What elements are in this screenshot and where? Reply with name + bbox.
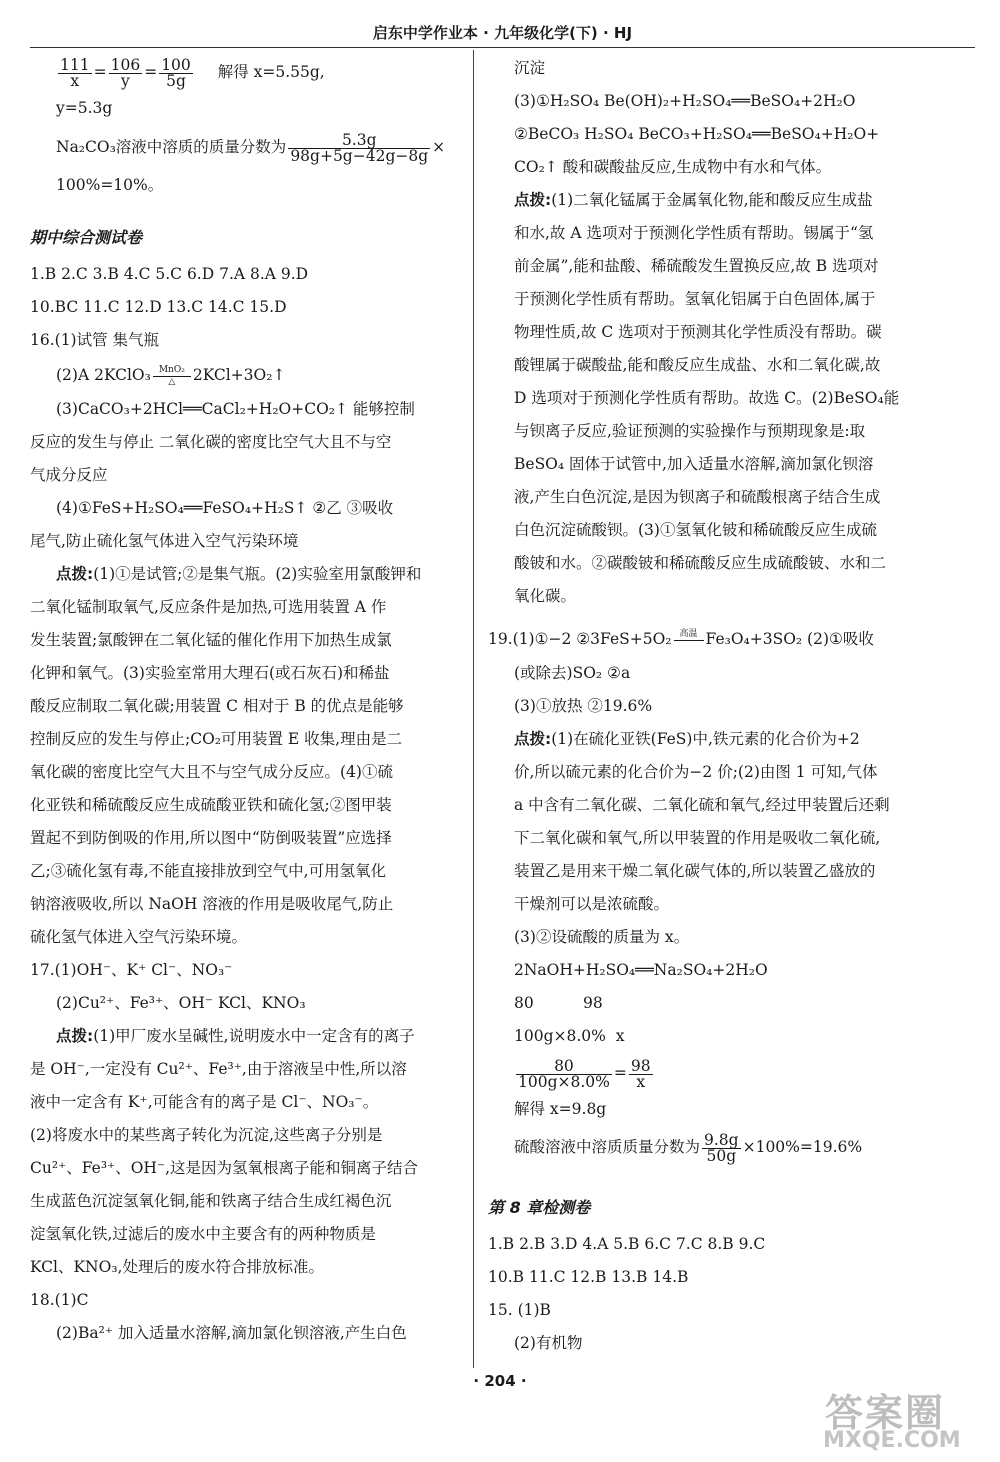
question-line: 15. (1)B <box>488 1301 551 1319</box>
question-line: 16.(1)试管 集气瓶 <box>30 331 160 349</box>
fraction: $\frac{111}{x}$ <box>60 55 90 90</box>
text-line: CO₂↑ 酸和碳酸盐反应,生成物中有水和气体。 <box>514 158 832 176</box>
tip-line: 点拨:(1)甲厂废水呈碱性,说明废水中一定含有的离子 <box>56 1027 415 1045</box>
tip-label: 点拨: <box>56 565 94 583</box>
question-line: 19.(1)①−2 ②3FeS+5O₂ 高温 Fe₃O₄+3SO₂ (2)①吸收 <box>488 621 940 657</box>
text-line: (2)Cu²⁺、Fe³⁺、OH⁻ KCl、KNO₃ <box>56 994 306 1012</box>
tip-label: 点拨: <box>56 1027 94 1045</box>
text-line: 硫酸溶液中溶质质量分数为 $\frac{9.8g}{50g}$ ×100%=19.6% <box>514 1130 863 1165</box>
fraction-line-1: $\frac{111}{x}$ = $\frac{106}{y}$ = $\frac{100}{5g}$ 解得 x=5.55g, <box>60 55 325 90</box>
section-heading: 第 8 章检测卷 <box>488 1198 591 1217</box>
text-line: (4)①FeS+H₂SO₄══FeSO₄+H₂S↑ ②乙 ③吸收 <box>56 499 394 517</box>
text-line: (3)①放热 ②19.6% <box>514 697 653 715</box>
text-line: (3)CaCO₃+2HCl══CaCl₂+H₂O+CO₂↑ 能够控制 <box>56 400 415 418</box>
text-line: 控制反应的发生与停止;CO₂可用装置 E 收集,理由是二 <box>30 730 403 748</box>
text-line: (3)②设硫酸的质量为 x。 <box>514 928 690 946</box>
text-line: 与钡离子反应,验证预测的实验操作与预期现象是:取 <box>514 422 866 440</box>
text-line: 乙;③硫化氢有毒,不能直接排放到空气中,可用氢氧化 <box>30 862 387 880</box>
column-divider <box>473 50 474 1368</box>
reaction-condition: MnO₂ △ <box>153 365 191 388</box>
text-line: 硫化氢气体进入空气污染环境。 <box>30 928 248 946</box>
text-line: (2)将废水中的某些离子转化为沉淀,这些离子分别是 <box>30 1126 383 1144</box>
text-line: 和水,故 A 选项对于预测化学性质有帮助。锡属于“氢 <box>514 224 874 242</box>
text-line: 置起不到防倒吸的作用,所以图中“防倒吸装置”应选择 <box>30 829 392 847</box>
text-line: 下二氧化碳和氧气,所以甲装置的作用是吸收二氧化硫, <box>514 829 881 847</box>
text-line: Cu²⁺、Fe³⁺、OH⁻,这是因为氢氧根离子能和铜离子结合 <box>30 1159 419 1177</box>
text-line: BeSO₄ 固体于试管中,加入适量水溶解,滴加氯化钡溶 <box>514 455 874 473</box>
answer-row: 10.BC 11.C 12.D 13.C 14.C 15.D <box>30 298 287 316</box>
tip-label: 点拨: <box>514 730 552 748</box>
answer-row: 1.B 2.C 3.B 4.C 5.C 6.D 7.A 8.A 9.D <box>30 265 309 283</box>
text-line: Na₂CO₃溶液中溶质的质量分数为 $\frac{5.3g}{98g+5g-42g-8g}$ × <box>56 130 446 165</box>
text-line: 二氧化锰制取氧气,反应条件是加热,可选用装置 A 作 <box>30 598 387 616</box>
text-line: 酸铍和水。②碳酸铍和稀硫酸反应生成硫酸铍、水和二 <box>514 554 887 572</box>
text-line: 酸反应制取二氧化碳;用装置 C 相对于 B 的优点是能够 <box>30 697 404 715</box>
text-line: 沉淀 <box>514 59 546 77</box>
tip-line: 点拨:(1)二氧化锰属于金属氧化物,能和酸反应生成盐 <box>514 191 873 209</box>
text-line: 于预测化学性质有帮助。氢氧化铝属于白色固体,属于 <box>514 290 876 308</box>
text-line: 生成蓝色沉淀氢氧化铜,能和铁离子结合生成红褐色沉 <box>30 1192 392 1210</box>
text-line: 是 OH⁻,一定没有 Cu²⁺、Fe³⁺,由于溶液呈中性,所以溶 <box>30 1060 407 1078</box>
text-line: (2)有机物 <box>514 1334 583 1352</box>
question-line: 17.(1)OH⁻、K⁺ Cl⁻、NO₃⁻ <box>30 961 233 979</box>
text-line: 反应的发生与停止 二氧化碳的密度比空气大且不与空 <box>30 433 392 451</box>
text-line: 尾气,防止硫化氢气体进入空气污染环境 <box>30 532 299 550</box>
fraction: $\frac{9.8g}{50g}$ <box>704 1130 739 1165</box>
text-line: 钠溶液吸收,所以 NaOH 溶液的作用是吸收尾气,防止 <box>30 895 394 913</box>
page-number: · 204 · <box>473 1372 527 1390</box>
text-line: KCl、KNO₃,处理后的废水符合排放标准。 <box>30 1258 324 1276</box>
fraction-line: $\frac{80}{100g\times 8.0\%}$ = $\frac{98}{x}$ <box>518 1056 651 1091</box>
text-line: 100g×8.0% x <box>514 1027 625 1045</box>
text-line: 液中一定含有 K⁺,可能含有的离子是 Cl⁻、NO₃⁻。 <box>30 1093 379 1111</box>
equation-line: 2NaOH+H₂SO₄══Na₂SO₄+2H₂O <box>514 961 768 979</box>
text-line: 装置乙是用来干燥二氧化碳气体的,所以装置乙盛放的 <box>514 862 876 880</box>
text-line: a 中含有二氧化碳、二氧化硫和氧气,经过甲装置后还剩 <box>514 796 890 814</box>
right-column <box>488 52 940 1360</box>
text-line: 氧化碳的密度比空气大且不与空气成分反应。(4)①硫 <box>30 763 393 781</box>
text-line: 发生装置;氯酸钾在二氧化锰的催化作用下加热生成氯 <box>30 631 392 649</box>
fraction: $\frac{80}{100g\times 8.0\%}$ <box>518 1056 610 1091</box>
fraction: $\frac{106}{y}$ <box>110 55 141 90</box>
answer-row: 1.B 2.B 3.D 4.A 5.B 6.C 7.C 8.B 9.C <box>488 1235 766 1253</box>
text-line: 80 98 <box>514 994 603 1012</box>
reaction-condition: 高温 <box>674 629 704 652</box>
watermark-glyphs: 答案圈 <box>825 1391 946 1435</box>
answer-row: 10.B 11.C 12.B 13.B 14.B <box>488 1268 689 1286</box>
tip-line: 点拨:(1)①是试管;②是集气瓶。(2)实验室用氯酸钾和 <box>56 565 422 583</box>
text-line: y=5.3g <box>56 99 113 117</box>
watermark-url: MXQE.COM <box>823 1428 961 1453</box>
text-line: 化钾和氧气。(3)实验室常用大理石(或石灰石)和稀盐 <box>30 664 390 682</box>
text-line: 前金属”,能和盐酸、稀硫酸发生置换反应,故 B 选项对 <box>514 257 879 275</box>
text-line: 气成分反应 <box>30 466 108 484</box>
header-rule <box>30 47 975 48</box>
tip-label: 点拨: <box>514 191 552 209</box>
tip-line: 点拨:(1)在硫化亚铁(FeS)中,铁元素的化合价为+2 <box>514 730 860 748</box>
text-line: 物理性质,故 C 选项对于预测其化学性质没有帮助。碳 <box>514 323 882 341</box>
text-line: 化亚铁和稀硫酸反应生成硫酸亚铁和硫化氢;②图甲装 <box>30 796 392 814</box>
watermark-logo <box>805 1380 990 1458</box>
text-line: 白色沉淀硫酸钡。(3)①氢氧化铍和稀硫酸反应生成硫 <box>514 521 877 539</box>
text-line: 氧化碳。 <box>514 587 577 605</box>
equation-line: (3)①H₂SO₄ Be(OH)₂+H₂SO₄══BeSO₄+2H₂O <box>514 92 856 110</box>
text-line: 酸锂属于碳酸盐,能和酸反应生成盐、水和二氧化碳,故 <box>514 356 881 374</box>
equation-line: ②BeCO₃ H₂SO₄ BeCO₃+H₂SO₄══BeSO₄+H₂O+ <box>514 125 880 143</box>
page-header: 启东中学作业本 · 九年级化学(下) · HJ <box>372 24 633 42</box>
text-line: 100%=10%。 <box>56 176 164 194</box>
fraction: $\frac{98}{x}$ <box>630 1056 651 1091</box>
section-heading: 期中综合测试卷 <box>30 228 143 247</box>
fraction: $\frac{100}{5g}$ <box>161 55 191 90</box>
text-line: 干燥剂可以是浓硫酸。 <box>514 895 670 913</box>
text-line: (2)Ba²⁺ 加入适量水溶解,滴加氯化钡溶液,产生白色 <box>56 1324 407 1342</box>
text-line: (或除去)SO₂ ②a <box>514 664 631 682</box>
text-line: 价,所以硫元素的化合价为−2 价;(2)由图 1 可知,气体 <box>514 763 878 781</box>
text-line: 液,产生白色沉淀,是因为钡离子和硫酸根离子结合生成 <box>514 488 881 506</box>
text-line: 淀氢氧化铁,过滤后的废水中主要含有的两种物质是 <box>30 1225 376 1243</box>
fraction: $\frac{5.3g}{98g+5g-42g-8g}$ <box>290 130 429 165</box>
equation-line: (2)A 2KClO₃ MnO₂ △ 2KCl+3O₂↑ <box>56 364 286 387</box>
left-column <box>30 52 460 1350</box>
text-line: D 选项对于预测化学性质有帮助。故选 C。(2)BeSO₄能 <box>514 389 900 407</box>
text-line: 解得 x=9.8g <box>514 1100 607 1118</box>
question-line: 18.(1)C <box>30 1291 89 1309</box>
